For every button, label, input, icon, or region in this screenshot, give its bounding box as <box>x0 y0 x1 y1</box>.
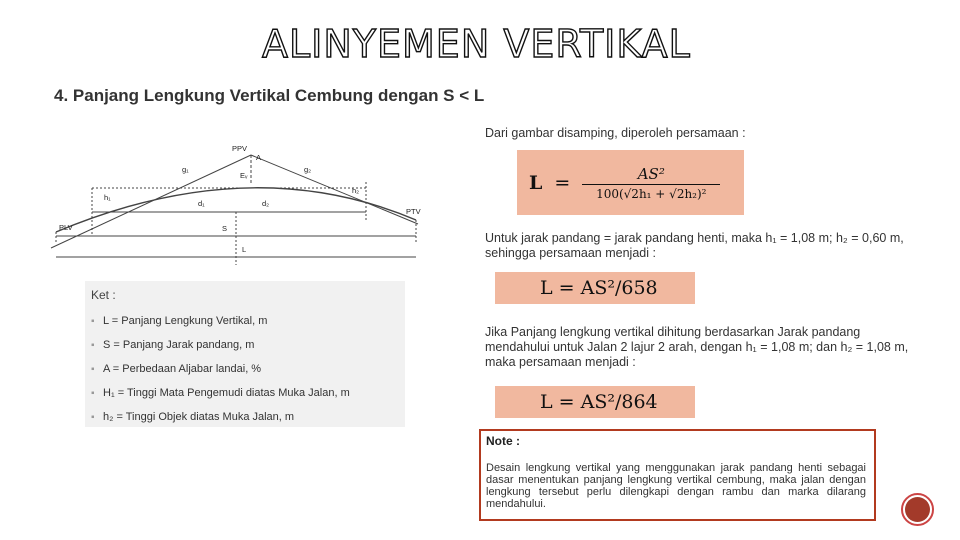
note-body: Desain lengkung vertikal yang menggunakan jarak pandang henti sebagai dasar menentukan panjang lengkung vertikal cembung, maka jalan dengan lengkung tersebut perlu dilengkapi dengan rambu dan marka dilarang mendahului. <box>486 462 866 510</box>
label-ptv: PTV <box>406 207 421 216</box>
note-title: Note : <box>486 434 520 448</box>
legend-item: ▪ S = Panjang Jarak pandang, m <box>91 340 399 364</box>
formula-fraction <box>582 165 720 201</box>
paragraph-passing-sight: Jika Panjang lengkung vertikal dihitung berdasarkan Jarak pandang mendahului untuk Jalan 2 lajur 2 arah, dengan h₁ = 1,08 m; dan h₂ = 1,08 m, maka persamaan menjadi : <box>485 325 909 369</box>
label-d1: d₁ <box>198 199 205 208</box>
label-s: S <box>222 224 228 233</box>
intro-text: Dari gambar disamping, diperoleh persamaan : <box>485 126 746 140</box>
label-g2: g₂ <box>304 165 312 174</box>
legend-item: ▪ H₁ = Tinggi Mata Pengemudi diatas Muka Jalan, m <box>91 388 399 412</box>
paragraph-stopping-sight: Untuk jarak pandang = jarak pandang henti, maka h₁ = 1,08 m; h₂ = 0,60 m, sehingga persamaan menjadi : <box>485 231 904 260</box>
formula-equals: = <box>554 171 571 194</box>
formula-numerator: AS² <box>637 164 665 183</box>
formula-864 <box>495 386 695 418</box>
label-plv: PLV <box>59 223 73 232</box>
label-h1: h₁ <box>104 193 111 202</box>
formula-658 <box>495 272 695 304</box>
formula-lhs: L <box>529 171 543 194</box>
label-l: L <box>242 245 247 254</box>
label-d2: d₂ <box>262 199 270 208</box>
formula-658-text: L = AS²/658 <box>540 277 658 299</box>
label-ppv: PPV <box>232 144 248 153</box>
formula-general <box>517 150 744 215</box>
label-g1: g₁ <box>182 165 189 174</box>
legend-title: Ket : <box>91 288 116 302</box>
formula-864-text: L = AS²/864 <box>540 391 658 413</box>
slide-badge-inner <box>905 497 930 522</box>
legend-list <box>91 316 399 436</box>
label-h2: h₂ <box>352 186 360 195</box>
legend-item: ▪ h₂ = Tinggi Objek diatas Muka Jalan, m <box>91 412 399 436</box>
slide-title: ALINYEMEN VERTIKAL <box>262 22 691 66</box>
note-box <box>479 429 876 521</box>
legend-box <box>85 281 405 427</box>
vertical-curve-diagram <box>46 140 426 275</box>
legend-item: ▪ L = Panjang Lengkung Vertikal, m <box>91 316 399 340</box>
label-a: A <box>256 153 262 162</box>
legend-item: ▪ A = Perbedaan Aljabar landai, % <box>91 364 399 388</box>
section-heading: 4. Panjang Lengkung Vertikal Cembung dengan S < L <box>54 86 485 105</box>
label-ev: Eᵥ <box>240 171 248 180</box>
slide-badge-icon <box>901 493 934 526</box>
formula-denominator: 100(√2h₁ + √2h₂)² <box>596 186 707 201</box>
